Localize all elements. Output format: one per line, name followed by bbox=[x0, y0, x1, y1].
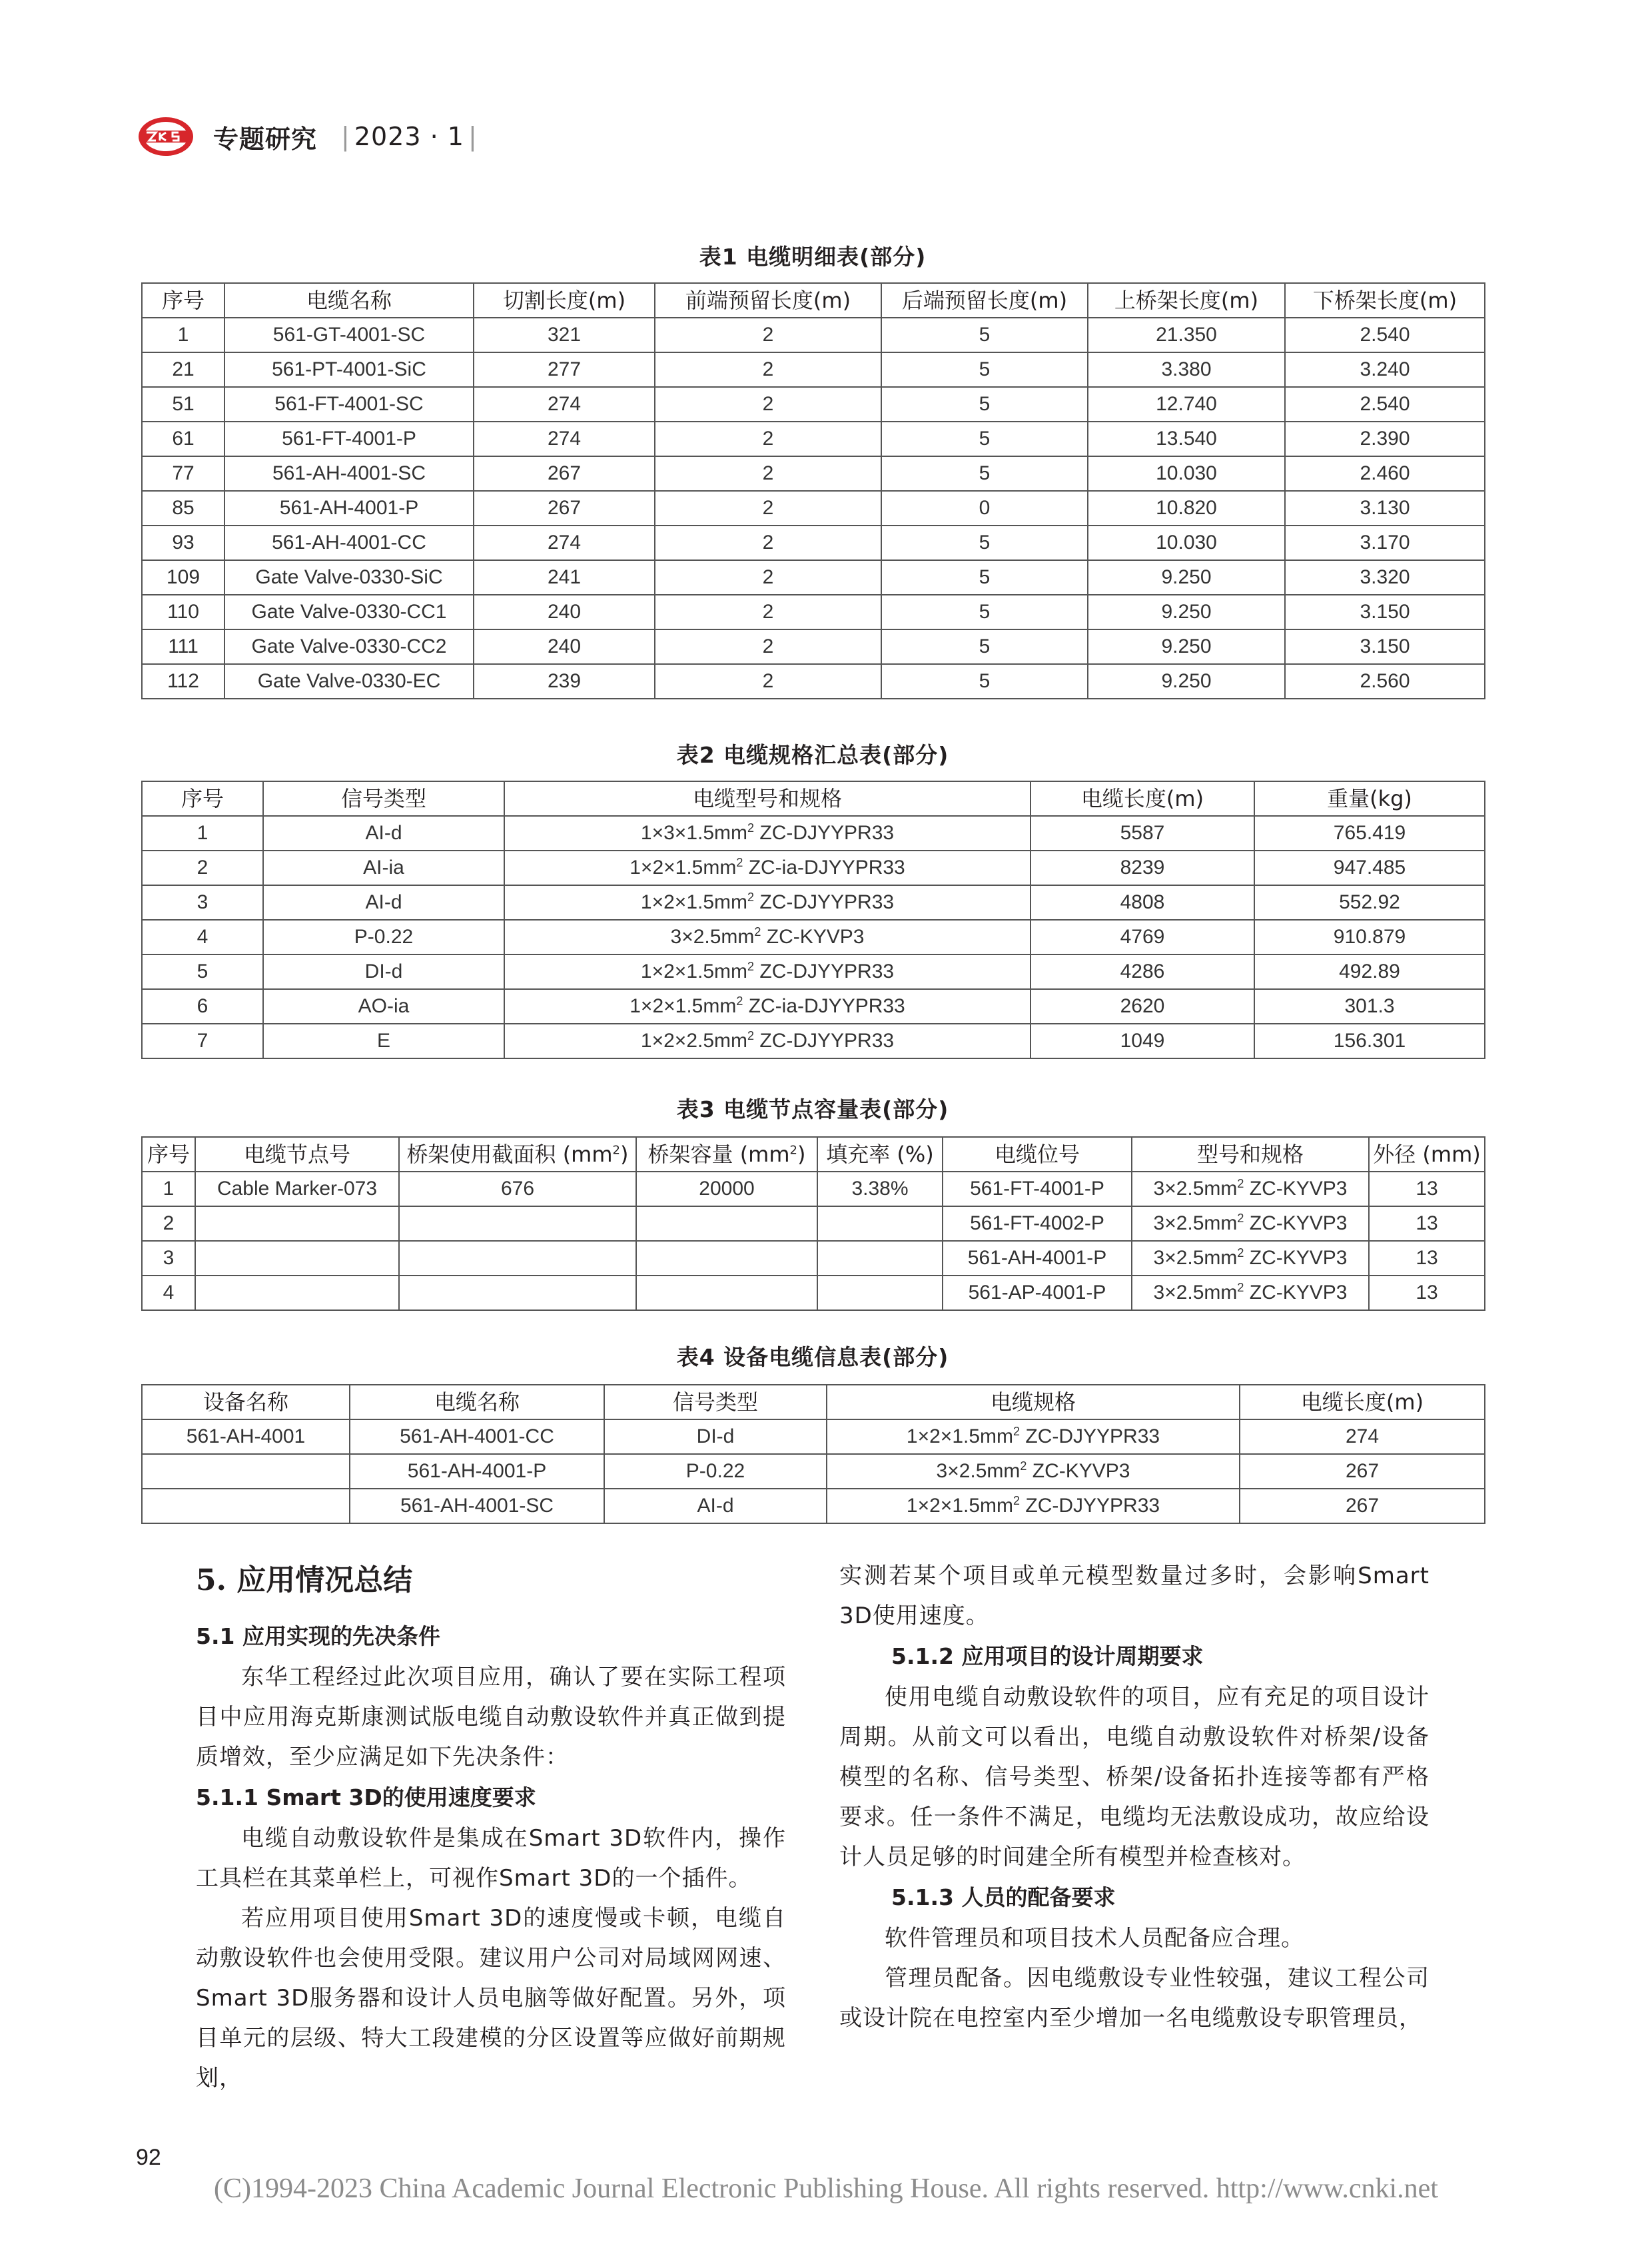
table-cell: 2.460 bbox=[1285, 456, 1485, 491]
table-cell: 2.540 bbox=[1285, 387, 1485, 422]
table-cell: 9.250 bbox=[1088, 595, 1285, 629]
table-cell: 5 bbox=[881, 387, 1088, 422]
table-cell: $3\times 2.5mm^2$ ZC-KYVP3 bbox=[1132, 1206, 1369, 1241]
table-cell: 109 bbox=[142, 560, 224, 595]
column-header: 重量(kg) bbox=[1254, 781, 1485, 816]
table-cell bbox=[399, 1206, 636, 1241]
table-row bbox=[142, 1419, 1485, 1454]
table-row bbox=[142, 920, 1485, 954]
table-cell bbox=[817, 1241, 943, 1276]
table-cell: $1\times 2\times 1.5mm^2$ ZC-DJYYPR33 bbox=[827, 1419, 1240, 1454]
equipment-cable-info-table bbox=[141, 1384, 1485, 1524]
table-cell bbox=[636, 1206, 817, 1241]
table-row bbox=[142, 318, 1485, 352]
table-cell bbox=[399, 1241, 636, 1276]
table-cell: 8239 bbox=[1031, 851, 1254, 885]
paragraph: 管理员配备。因电缆敷设专业性较强，建议工程公司或设计院在电控室内至少增加一名电缆敷设专职管理员， bbox=[839, 1965, 1430, 2032]
table-row bbox=[142, 526, 1485, 560]
table-cell: 5 bbox=[142, 954, 263, 989]
table-cell: 2 bbox=[655, 422, 881, 456]
table-cell: 1049 bbox=[1031, 1024, 1254, 1058]
column-header: 桥架容量 $(mm^2)$ bbox=[636, 1137, 817, 1172]
table-cell: 5 bbox=[881, 456, 1088, 491]
table-cell: 51 bbox=[142, 387, 224, 422]
table-cell: 9.250 bbox=[1088, 629, 1285, 664]
table-cell: 10.820 bbox=[1088, 491, 1285, 526]
table-cell: 321 bbox=[474, 318, 655, 352]
paragraph: 东华工程经过此次项目应用，确认了要在实际工程项目中应用海克斯康测试版电缆自动敷设软件并真正做到提质增效，至少应满足如下先决条件： bbox=[196, 1664, 786, 1770]
table-cell: 561-AP-4001-P bbox=[943, 1276, 1132, 1310]
table-cell: 10.030 bbox=[1088, 456, 1285, 491]
table-cell: 301.3 bbox=[1254, 989, 1485, 1024]
table-cell: 3.170 bbox=[1285, 526, 1485, 560]
table-cell: 3 bbox=[142, 885, 263, 920]
table-cell: 13 bbox=[1369, 1241, 1485, 1276]
table-cell: 2 bbox=[655, 352, 881, 387]
column-header: 设备名称 bbox=[142, 1385, 350, 1419]
paragraph: 软件管理员和项目技术人员配备应合理。 bbox=[885, 1925, 1304, 1952]
table-cell: 239 bbox=[474, 664, 655, 699]
table-cell: Gate Valve-0330-CC2 bbox=[224, 629, 474, 664]
table-cell: $1\times 2\times 2.5mm^2$ ZC-DJYYPR33 bbox=[504, 1024, 1031, 1058]
table-cell: 5 bbox=[881, 526, 1088, 560]
column-header: 电缆名称 bbox=[224, 283, 474, 318]
table-cell: DI-d bbox=[604, 1419, 827, 1454]
table-cell: 21.350 bbox=[1088, 318, 1285, 352]
table-row bbox=[142, 954, 1485, 989]
table-header-row bbox=[142, 1385, 1485, 1419]
table-cell: 13 bbox=[1369, 1172, 1485, 1206]
table-row bbox=[142, 885, 1485, 920]
table-cell: 240 bbox=[474, 595, 655, 629]
table-cell: 4286 bbox=[1031, 954, 1254, 989]
column-header: 桥架使用截面积 $(mm^2)$ bbox=[399, 1137, 636, 1172]
table-cell: 2.560 bbox=[1285, 664, 1485, 699]
table-cell: 267 bbox=[474, 491, 655, 526]
table-cell: 2.390 bbox=[1285, 422, 1485, 456]
table-row bbox=[142, 629, 1485, 664]
cable-node-capacity-table bbox=[141, 1136, 1485, 1311]
column-header: 电缆名称 bbox=[350, 1385, 604, 1419]
paragraph: 若应用项目使用Smart 3D的速度慢或卡顿，电缆自动敷设软件也会使用受限。建议用户公司对局域网网速、Smart 3D服务器和设计人员电脑等做好配置。另外，项目单元的层级、特大工段建模的分区设置等应做好前期规划， bbox=[196, 1905, 786, 2091]
table-cell: $3\times 2.5mm^2$ ZC-KYVP3 bbox=[1132, 1241, 1369, 1276]
table-cell: 5 bbox=[881, 422, 1088, 456]
paragraph: 电缆自动敷设软件是集成在Smart 3D软件内，操作工具栏在其菜单栏上，可视作Smart 3D的一个插件。 bbox=[196, 1825, 786, 1892]
table-cell: AO-ia bbox=[263, 989, 504, 1024]
journal-issue: | 2023 · 1 | bbox=[341, 122, 478, 151]
table-cell: 274 bbox=[1240, 1419, 1485, 1454]
table-cell: E bbox=[263, 1024, 504, 1058]
table-cell: 5587 bbox=[1031, 816, 1254, 851]
table-row bbox=[142, 1454, 1485, 1489]
table-cell: $1\times 2\times 1.5mm^2$ ZC-ia-DJYYPR33 bbox=[504, 851, 1031, 885]
table-cell bbox=[636, 1241, 817, 1276]
subsection-heading-5-1-2: 5.1.2 应用项目的设计周期要求 bbox=[891, 1643, 1204, 1669]
table-cell: 2 bbox=[655, 491, 881, 526]
table-cell: 947.485 bbox=[1254, 851, 1485, 885]
column-header: 信号类型 bbox=[604, 1385, 827, 1419]
table-cell: 561-AH-4001 bbox=[142, 1419, 350, 1454]
table-row bbox=[142, 816, 1485, 851]
table-cell: 3.130 bbox=[1285, 491, 1485, 526]
column-header: 电缆长度(m) bbox=[1031, 781, 1254, 816]
table-cell: 6 bbox=[142, 989, 263, 1024]
table-cell: Gate Valve-0330-EC bbox=[224, 664, 474, 699]
table-cell: $3\times 2.5mm^2$ ZC-KYVP3 bbox=[1132, 1172, 1369, 1206]
table-cell: 4 bbox=[142, 920, 263, 954]
table-header-row bbox=[142, 1137, 1485, 1172]
table-cell: 676 bbox=[399, 1172, 636, 1206]
table-cell: 5 bbox=[881, 318, 1088, 352]
table-cell: DI-d bbox=[263, 954, 504, 989]
table-cell: 1 bbox=[142, 816, 263, 851]
column-header: 填充率 (%) bbox=[817, 1137, 943, 1172]
table-cell: 21 bbox=[142, 352, 224, 387]
table-cell: 2 bbox=[655, 456, 881, 491]
table-cell: 5 bbox=[881, 595, 1088, 629]
table-cell: 561-AH-4001-SC bbox=[350, 1489, 604, 1523]
right-text-column bbox=[839, 1556, 1430, 2038]
table-cell: 2 bbox=[142, 1206, 195, 1241]
table-row bbox=[142, 1024, 1485, 1058]
table-cell: 13 bbox=[1369, 1206, 1485, 1241]
table-cell: AI-d bbox=[263, 885, 504, 920]
copyright-footer: (C)1994-2023 China Academic Journal Electronic Publishing House. All rights reserved. http://www.cnki.net bbox=[214, 2173, 1438, 2204]
table-row bbox=[142, 989, 1485, 1024]
table-cell: 2 bbox=[655, 629, 881, 664]
table-cell: 13.540 bbox=[1088, 422, 1285, 456]
table-cell: 2 bbox=[655, 318, 881, 352]
table-cell: 5 bbox=[881, 629, 1088, 664]
table-row bbox=[142, 387, 1485, 422]
table-cell bbox=[195, 1241, 399, 1276]
table-cell: AI-d bbox=[263, 816, 504, 851]
table-row bbox=[142, 456, 1485, 491]
table-cell: $3\times 2.5mm^2$ ZC-KYVP3 bbox=[504, 920, 1031, 954]
table-cell: 1 bbox=[142, 1172, 195, 1206]
subsection-heading-5-1: 5.1 应用实现的先决条件 bbox=[196, 1623, 440, 1649]
column-header: 外径 (mm) bbox=[1369, 1137, 1485, 1172]
table-cell: $3\times 2.5mm^2$ ZC-KYVP3 bbox=[827, 1454, 1240, 1489]
journal-section-title: 专题研究 bbox=[213, 124, 318, 154]
table-cell: $1\times 2\times 1.5mm^2$ ZC-DJYYPR33 bbox=[827, 1489, 1240, 1523]
table-cell: 240 bbox=[474, 629, 655, 664]
table-cell: 10.030 bbox=[1088, 526, 1285, 560]
table-cell: 561-AH-4001-CC bbox=[224, 526, 474, 560]
table-cell bbox=[142, 1489, 350, 1523]
table-cell: AI-ia bbox=[263, 851, 504, 885]
table-cell: 5 bbox=[881, 664, 1088, 699]
table-cell: 561-FT-4001-SC bbox=[224, 387, 474, 422]
table-cell: 3.150 bbox=[1285, 629, 1485, 664]
table-cell: Gate Valve-0330-CC1 bbox=[224, 595, 474, 629]
table-cell: $3\times 2.5mm^2$ ZC-KYVP3 bbox=[1132, 1276, 1369, 1310]
table-cell: P-0.22 bbox=[263, 920, 504, 954]
table-cell: 12.740 bbox=[1088, 387, 1285, 422]
table-row bbox=[142, 560, 1485, 595]
table-header-row bbox=[142, 283, 1485, 318]
table-row bbox=[142, 491, 1485, 526]
column-header: 电缆规格 bbox=[827, 1385, 1240, 1419]
table4-caption: 表4 设备电缆信息表(部分) bbox=[676, 1344, 949, 1370]
table-cell: 77 bbox=[142, 456, 224, 491]
section-heading: 5. 应用情况总结 bbox=[196, 1563, 413, 1597]
table-cell: P-0.22 bbox=[604, 1454, 827, 1489]
table-cell: 561-PT-4001-SiC bbox=[224, 352, 474, 387]
table-cell: 20000 bbox=[636, 1172, 817, 1206]
column-header: 电缆长度(m) bbox=[1240, 1385, 1485, 1419]
table-row bbox=[142, 595, 1485, 629]
table-cell: $1\times 2\times 1.5mm^2$ ZC-DJYYPR33 bbox=[504, 885, 1031, 920]
table-cell: 3.38% bbox=[817, 1172, 943, 1206]
column-header: 后端预留长度(m) bbox=[881, 283, 1088, 318]
table-cell: 274 bbox=[474, 422, 655, 456]
table-cell: 2 bbox=[655, 387, 881, 422]
table-cell: 3.320 bbox=[1285, 560, 1485, 595]
table-header-row bbox=[142, 781, 1485, 816]
cable-detail-table bbox=[141, 282, 1485, 699]
table-cell: 2 bbox=[655, 664, 881, 699]
table-row bbox=[142, 352, 1485, 387]
table-cell: $1\times 2\times 1.5mm^2$ ZC-ia-DJYYPR33 bbox=[504, 989, 1031, 1024]
column-header: 电缆节点号 bbox=[195, 1137, 399, 1172]
page-number: 92 bbox=[136, 2145, 161, 2170]
table-cell bbox=[817, 1276, 943, 1310]
table-cell: 765.419 bbox=[1254, 816, 1485, 851]
table-cell bbox=[142, 1454, 350, 1489]
table-cell: 9.250 bbox=[1088, 560, 1285, 595]
column-header: 序号 bbox=[142, 283, 224, 318]
subsection-heading-5-1-3: 5.1.3 人员的配备要求 bbox=[891, 1884, 1116, 1910]
column-header: 信号类型 bbox=[263, 781, 504, 816]
table-cell: 910.879 bbox=[1254, 920, 1485, 954]
table-cell: 2620 bbox=[1031, 989, 1254, 1024]
column-header: 下桥架长度(m) bbox=[1285, 283, 1485, 318]
table-cell: 274 bbox=[474, 526, 655, 560]
table-cell: 9.250 bbox=[1088, 664, 1285, 699]
table-cell: $1\times 3\times 1.5mm^2$ ZC-DJYYPR33 bbox=[504, 816, 1031, 851]
cable-spec-summary-table bbox=[141, 781, 1485, 1059]
table2-caption: 表2 电缆规格汇总表(部分) bbox=[676, 742, 949, 768]
table-row bbox=[142, 422, 1485, 456]
table-cell: 61 bbox=[142, 422, 224, 456]
table-cell: 561-AH-4001-CC bbox=[350, 1419, 604, 1454]
table-cell: 0 bbox=[881, 491, 1088, 526]
table-row bbox=[142, 1276, 1485, 1310]
table-row bbox=[142, 1241, 1485, 1276]
table-cell: 13 bbox=[1369, 1276, 1485, 1310]
column-header: 序号 bbox=[142, 1137, 195, 1172]
table-cell: 561-AH-4001-P bbox=[224, 491, 474, 526]
table-cell: 561-AH-4001-SC bbox=[224, 456, 474, 491]
table-cell: 4808 bbox=[1031, 885, 1254, 920]
table-cell: 156.301 bbox=[1254, 1024, 1485, 1058]
table-cell: 7 bbox=[142, 1024, 263, 1058]
table-cell: $1\times 2\times 1.5mm^2$ ZC-DJYYPR33 bbox=[504, 954, 1031, 989]
table-cell: 5 bbox=[881, 352, 1088, 387]
table-cell: 492.89 bbox=[1254, 954, 1485, 989]
table-cell: 5 bbox=[881, 560, 1088, 595]
table-cell: 2 bbox=[655, 595, 881, 629]
column-header: 电缆位号 bbox=[943, 1137, 1132, 1172]
table-cell: 93 bbox=[142, 526, 224, 560]
column-header: 序号 bbox=[142, 781, 263, 816]
table-cell: 85 bbox=[142, 491, 224, 526]
table-cell: 4 bbox=[142, 1276, 195, 1310]
table-cell bbox=[195, 1206, 399, 1241]
table-cell: 2 bbox=[655, 526, 881, 560]
table-cell: 3 bbox=[142, 1241, 195, 1276]
column-header: 前端预留长度(m) bbox=[655, 283, 881, 318]
table-cell: 2 bbox=[142, 851, 263, 885]
table-cell: 561-FT-4001-P bbox=[943, 1172, 1132, 1206]
subsection-heading-5-1-1: 5.1.1 Smart 3D的使用速度要求 bbox=[196, 1784, 536, 1810]
table-cell: Gate Valve-0330-SiC bbox=[224, 560, 474, 595]
column-header: 型号和规格 bbox=[1132, 1137, 1369, 1172]
table-cell: 561-AH-4001-P bbox=[943, 1241, 1132, 1276]
table-row bbox=[142, 1172, 1485, 1206]
table-cell: 3.240 bbox=[1285, 352, 1485, 387]
table-cell: 2 bbox=[655, 560, 881, 595]
table3-caption: 表3 电缆节点容量表(部分) bbox=[676, 1096, 949, 1122]
table-cell: 561-GT-4001-SC bbox=[224, 318, 474, 352]
table-cell bbox=[817, 1206, 943, 1241]
table-cell: 561-AH-4001-P bbox=[350, 1454, 604, 1489]
table-cell: 274 bbox=[474, 387, 655, 422]
table-cell: 2.540 bbox=[1285, 318, 1485, 352]
table-cell: 111 bbox=[142, 629, 224, 664]
table-cell: 112 bbox=[142, 664, 224, 699]
table-row bbox=[142, 1206, 1485, 1241]
paragraph: 使用电缆自动敷设软件的项目，应有充足的项目设计周期。从前文可以看出，电缆自动敷设软件对桥架/设备模型的名称、信号类型、桥架/设备拓扑连接等都有严格要求。任一条件不满足，电缆均无法敷设成功，故应给设计人员足够的时间建全所有模型并检查核对。 bbox=[839, 1684, 1430, 1870]
table-cell: 3.380 bbox=[1088, 352, 1285, 387]
table-cell: 267 bbox=[1240, 1489, 1485, 1523]
left-text-column bbox=[196, 1559, 786, 2098]
table-cell: 267 bbox=[474, 456, 655, 491]
column-header: 电缆型号和规格 bbox=[504, 781, 1031, 816]
table-row bbox=[142, 664, 1485, 699]
page-header bbox=[137, 115, 482, 159]
table-cell: 241 bbox=[474, 560, 655, 595]
table-cell: 4769 bbox=[1031, 920, 1254, 954]
table-row bbox=[142, 1489, 1485, 1523]
table1-caption: 表1 电缆明细表(部分) bbox=[699, 244, 927, 270]
table-cell: 277 bbox=[474, 352, 655, 387]
table-cell: AI-d bbox=[604, 1489, 827, 1523]
table-cell: Cable Marker-073 bbox=[195, 1172, 399, 1206]
column-header: 上桥架长度(m) bbox=[1088, 283, 1285, 318]
table-cell: 267 bbox=[1240, 1454, 1485, 1489]
table-cell: 110 bbox=[142, 595, 224, 629]
table-cell bbox=[195, 1276, 399, 1310]
table-cell: 561-FT-4002-P bbox=[943, 1206, 1132, 1241]
journal-logo-icon bbox=[137, 116, 195, 157]
table-cell bbox=[636, 1276, 817, 1310]
column-header: 切割长度(m) bbox=[474, 283, 655, 318]
table-cell: 552.92 bbox=[1254, 885, 1485, 920]
table-cell: 3.150 bbox=[1285, 595, 1485, 629]
table-cell: 1 bbox=[142, 318, 224, 352]
table-cell bbox=[399, 1276, 636, 1310]
table-cell: 561-FT-4001-P bbox=[224, 422, 474, 456]
paragraph: 实测若某个项目或单元模型数量过多时，会影响Smart 3D使用速度。 bbox=[839, 1563, 1430, 1629]
table-row bbox=[142, 851, 1485, 885]
